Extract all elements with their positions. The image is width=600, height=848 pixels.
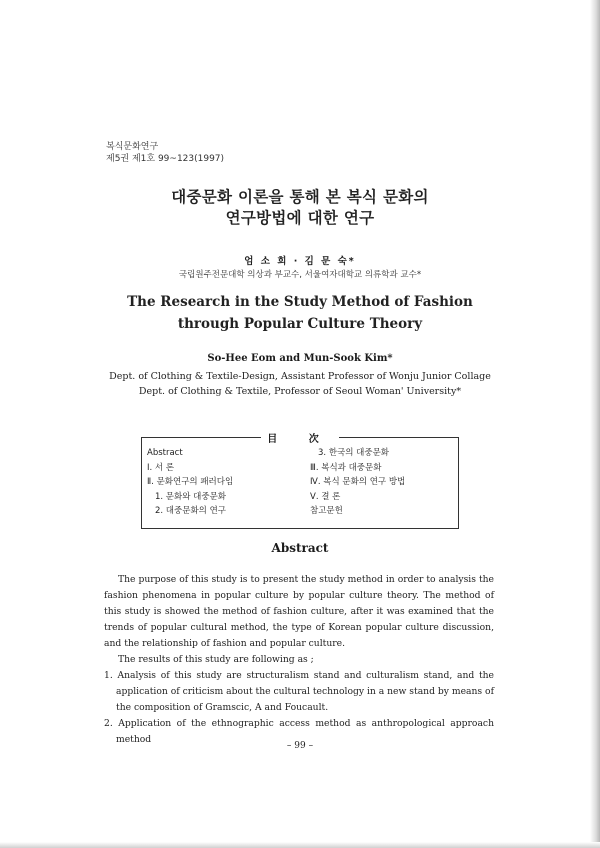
toc-left-column bbox=[147, 446, 233, 519]
toc-item: 1. 문화와 대중문화 bbox=[155, 491, 226, 502]
journal-volume: 제5권 제1호 99~123(1997) bbox=[106, 154, 225, 164]
korean-title-line2: 연구방법에 대한 연구 bbox=[225, 209, 375, 227]
toc-right-column bbox=[310, 446, 405, 519]
abstract-list-item: 1. Analysis of this study are structuralism stand and culturalism stand, and the application of criticism about the cultural technology in a new stand by means of the composition of Gramscic, A and Foucault. bbox=[104, 670, 494, 713]
abstract-list-item: 2. Application of the ethnographic access method as anthropological approach method bbox=[104, 718, 494, 745]
abstract-body bbox=[104, 572, 494, 748]
english-affiliation bbox=[0, 369, 600, 399]
toc-item: Ⅰ. 서 론 bbox=[147, 462, 175, 473]
scan-bottom-shadow bbox=[0, 842, 600, 848]
english-affiliation-line2: Dept. of Clothing & Textile, Professor of Seoul Woman' University* bbox=[138, 386, 462, 397]
toc-item: Ⅳ. 복식 문화의 연구 방법 bbox=[310, 477, 406, 487]
english-title-line2: through Popular Culture Theory bbox=[177, 316, 423, 332]
toc-item: 참고문헌 bbox=[310, 506, 343, 516]
toc-item: 2. 대중문화의 연구 bbox=[155, 506, 226, 516]
page-number: – 99 – bbox=[286, 741, 314, 751]
abstract-paragraph: The purpose of this study is to present the study method in order to analysis the fashion phenomena in popular culture by popular culture theory. The method of this study is showed the method of fashion culture, after it was examined that the trends of popular cultural method, the type of Korean popular culture discussion, and the relationship of fashion and popular culture. bbox=[104, 574, 494, 649]
korean-authors: 엄 소 희 · 김 문 숙* bbox=[244, 256, 356, 267]
scan-edge-shadow bbox=[590, 0, 600, 848]
toc-item: Ⅲ. 복식과 대중문화 bbox=[310, 462, 382, 473]
korean-title-line1: 대중문화 이론을 통해 본 복식 문화의 bbox=[171, 188, 429, 206]
toc-item: Abstract bbox=[147, 448, 183, 458]
abstract-paragraph: The results of this study are following as ; bbox=[118, 654, 314, 665]
korean-affiliation: 국립원주전문대학 의상과 부교수, 서울여자대학교 의류학과 교수* bbox=[178, 270, 422, 280]
toc-heading bbox=[141, 430, 459, 445]
journal-name: 복식문화연구 bbox=[106, 142, 159, 152]
abstract-heading: Abstract bbox=[271, 541, 329, 555]
toc-item: Ⅴ. 결 론 bbox=[310, 491, 341, 502]
toc-item: Ⅱ. 문화연구의 패러다임 bbox=[147, 477, 234, 487]
english-title-line1: The Research in the Study Method of Fashion bbox=[127, 294, 473, 310]
journal-info bbox=[106, 141, 224, 165]
korean-title bbox=[0, 187, 600, 229]
english-title bbox=[0, 291, 600, 335]
toc-heading-text: 目 次 bbox=[261, 434, 338, 445]
toc-item: 3. 한국의 대중문화 bbox=[318, 448, 389, 458]
english-affiliation-line1: Dept. of Clothing & Textile-Design, Assistant Professor of Wonju Junior Collage bbox=[109, 371, 491, 382]
english-authors: So-Hee Eom and Mun-Sook Kim* bbox=[207, 353, 393, 364]
